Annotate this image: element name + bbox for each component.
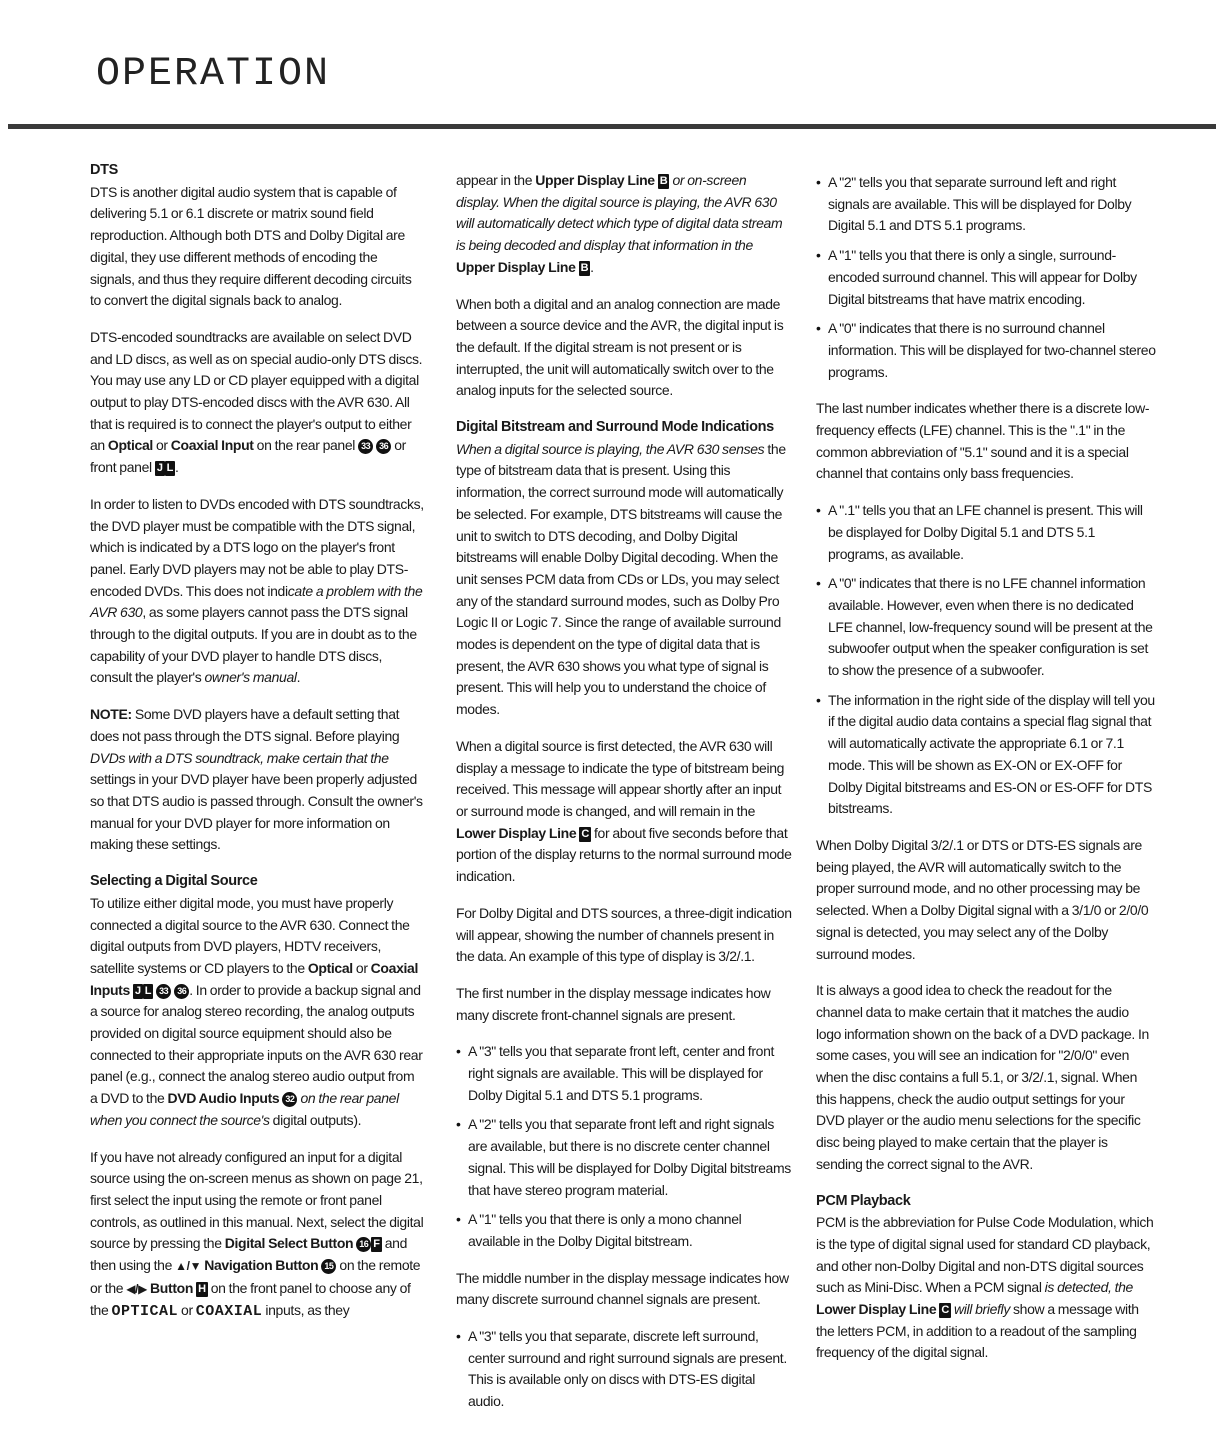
button-label: Button [150,1279,194,1296]
callout-33-icon: 33 [156,984,171,999]
column-3 [816,172,1156,1379]
text: If you have not already configured an input for a digital source using the on-screen menus as shown on page 21, first select the input using the remote or front panel controls, as outlined in this manual. Next, select the digital source by pressing the [90,1148,424,1252]
bitstream-paragraph-2 [456,736,792,888]
upper-display-line-label: Upper Display Line [535,172,655,188]
text: PCM is the abbreviation for Pulse Code Modulation, which is the type of digital signal used for standard CD playback, and other non-Dolby Digital and non-DTS digital sources such as Mini-Disc. When a PCM signal [816,1214,1154,1296]
text: and then using the [90,1235,408,1274]
text: owner's manual [204,669,297,686]
dts-paragraph-2 [90,327,424,479]
callout-c-icon: C [941,1304,949,1317]
list-item: • A "2" tells you that separate surround left and right signals are available. This will be displayed for Dolby Digital 5.1 and DTS 5.1 programs. [816,172,1156,237]
text: the type of bitstream data that is present. Using this information, the correct surround mode will automatically be selected. For example, DTS bitstreams will cause the unit to switch to DTS decoding, and Dolby Digital bitstreams will enable Dolby Digital decoding. When the unit senses PCM data from CDs or LDs, you may select any of the standard surround modes, such as Dolby Pro Logic II or Logic 7. Since the range of available surround modes is dependent on the type of digital data that is present, the AVR 630 shows you what type of signal is present. This will help you to understand the choice of modes. [456,440,786,718]
list-item: • A ".1" tells you that an LFE channel is present. This will be displayed for Dolby Digital 5.1 and DTS 5.1 programs, as available. [816,500,1156,565]
surround-count-list [816,172,1156,383]
text: show a message with the letters PCM, in addition to a readout of the sampling frequency of the digital signal. [816,1301,1139,1361]
note-paragraph [90,704,424,856]
text: DTS-encoded soundtracks are available on select DVD and LD discs, as well as on special audio-only DTS discs. You may use any LD or CD player equipped with a digital output to play DTS-encoded discs with the AVR 630. All that is required is to connect the player's output to either an [90,328,423,454]
digital-default-paragraph: When both a digital and an analog connection are made between a source device and the AVR, the digital input is the default. If the digital stream is not present or is interrupted, the unit will automatically switch over to the analog inputs for the selected source. [456,295,784,399]
text: or [152,437,171,454]
callout-j-icon: J [156,462,163,475]
text: inputs, as they [262,1302,350,1319]
optical-label: Optical [307,959,353,976]
text: or [177,1302,196,1319]
lfe-paragraph: The last number indicates whether there is a discrete low-frequency effects (LFE) channel. This is the ".1" in the common abbreviation of "5.1" sound and it is a special channel that contains only bass frequencies. [816,400,1150,482]
callout-36-icon: 36 [174,984,189,999]
text: digital outputs). [269,1111,362,1128]
callout-c-icon: C [581,827,589,840]
upper-display-line-label: Upper Display Line [456,258,576,275]
text: . [296,669,301,686]
text: or on-screen display. When the digital source is playing, the AVR 630 will automatically detect which type of digital data stream is being decoded and display that information in the [456,172,783,254]
list-item: • A "3" tells you that separate, discrete left surround, center surround and right surround signals are present. This is available only on discs with DTS-ES digital audio. [456,1326,792,1413]
text: . In order to provide a backup signal and a source for analog stereo recording, the analog outputs provided on digital source equipment should also be connected to their appropriate inputs on the AVR 630 rear panel (e.g., connect the analog stereo audio output from a DVD to the [90,981,423,1107]
check-readout-paragraph: It is always a good idea to check the readout for the channel data to make certain that it matches the audio logo information shown on the back of a DVD package. In some cases, you will see an indication for "2/0/0" even when the disc contains a full 5.1, or 3/2/.1, signal. When this happens, check the audio output settings for your DVD player or the audio menu selections for the specific disc being played to make certain that the player is sending the correct signal to the AVR. [816,982,1149,1172]
dts-paragraph-3 [90,494,424,689]
text: on the front panel to choose any of the [90,1279,411,1319]
pcm-playback-heading: PCM Playback [816,1192,911,1209]
callout-l-icon: L [166,462,174,475]
callout-32-icon: 32 [282,1092,297,1107]
callout-l-icon: L [144,984,152,997]
text: on the remote or the [90,1257,421,1296]
column-2 [456,170,792,1428]
text: will briefly [950,1301,1010,1318]
surround-channel-list [456,1326,792,1413]
selecting-paragraph-2 [90,1147,424,1324]
text: In order to listen to DVDs encoded with DTS soundtracks, the DVD player must be compatible with the DTS signal, which is indicated by a DTS logo on the player's front panel. Early DVD players may not be able to play DTS-encoded DVDs. This does not indi [90,495,424,599]
text: DVDs with a DTS soundtrack, make certain that the [90,749,389,766]
upper-display-paragraph [456,170,792,279]
bitstream-paragraph-5: The middle number in the display message indicates how many discrete surround channel signals are present. [456,1269,789,1308]
text: or [352,959,371,976]
coaxial-display-text: COAXIAL [195,1303,263,1321]
callout-15-icon: 15 [321,1259,336,1274]
header-rule [8,124,1216,129]
bitstream-paragraph-4: The first number in the display message indicates how many discrete front-channel signals are present. [456,984,771,1023]
note-label: NOTE: [90,706,132,723]
pcm-paragraph [816,1212,1156,1364]
text: . [175,459,179,476]
dts-heading: DTS [90,162,118,178]
callout-h-icon: H [198,1282,206,1295]
text: settings in your DVD player have been properly adjusted so that DTS audio is passed through. Consult the owner's manual for your DVD player for more information on making these settings. [90,771,423,853]
auto-switch-paragraph: When Dolby Digital 3/2/.1 or DTS or DTS-ES signals are being played, the AVR will automatically switch to the proper surround mode, and no other processing may be selected. When a Dolby Digital signal with a 3/1/0 or 2/0/0 signal is detected, you may select any of the Dolby surround modes. [816,836,1149,962]
text: , as some players cannot pass the DTS signal through to the digital outputs. If you are in doubt as to the capability of your DVD player to handle DTS discs, consult the player's [90,604,417,686]
callout-36-icon: 36 [376,439,391,454]
callout-b-icon: B [659,175,668,187]
text: on the rear panel [253,437,359,454]
list-item: • The information in the right side of the display will tell you if the digital audio data contains a special flag signal that will automatically activate the appropriate 6.1 or 7.1 mode. This will be shown as EX-ON or EX-OFF for Dolby Digital bitstreams and ES-ON or ES-OFF for DTS bitstreams. [816,690,1156,820]
callout-j-icon: J [134,984,141,997]
dts-paragraph-1: DTS is another digital audio system that is capable of delivering 5.1 or 6.1 discrete or matrix sound field reproduction. Although both DTS and Dolby Digital are digital, they use different methods of encoding the signals, and thus they require different decoding circuits to convert the digital signals back to analog. [90,183,412,309]
lfe-list [816,500,1156,820]
list-item: • A "3" tells you that separate front left, center and front right signals are available. This will be displayed for Dolby Digital 5.1 and DTS 5.1 programs. [456,1041,792,1106]
text: cate a problem with the AVR 630 [90,582,423,621]
list-item: • A "1" tells you that there is only a single, surround-encoded surround channel. This will appear for Dolby Digital bitstreams that have matrix encoding. [816,245,1156,310]
lower-display-line-label: Lower Display Line [816,1301,937,1318]
front-channel-list [456,1041,792,1252]
text: appear in the [456,172,536,188]
bitstream-heading: Digital Bitstream and Surround Mode Indications [456,419,774,436]
page-title: OPERATION [96,52,331,97]
dvd-audio-inputs-label: DVD Audio Inputs [167,1090,280,1107]
optical-display-text: OPTICAL [111,1303,178,1321]
list-item: • A "1" tells you that there is only a mono channel available in the Dolby Digital bitstream. [456,1209,792,1252]
text: When a digital source is playing, the AVR 630 senses [456,440,765,457]
selecting-paragraph-1 [90,893,424,1132]
list-item: • A "0" indicates that there is no LFE channel information available. However, even when there is no dedicated LFE channel, low-frequency sound will be present at the subwoofer output when the speaker configuration is set to show the presence of a subwoofer. [816,573,1156,682]
text: for about five seconds before that portion of the display returns to the normal surround mode indication. [456,824,792,885]
coaxial-inputs-label: Coaxial Inputs [90,959,419,998]
bitstream-paragraph-3: For Dolby Digital and DTS sources, a three-digit indication will appear, showing the number of channels present in the data. An example of this type of display is 3/2/.1. [456,904,792,965]
selecting-digital-source-heading: Selecting a Digital Source [90,873,258,890]
up-down-arrow-icon: ▲/▼ [175,1259,202,1274]
text: To utilize either digital mode, you must have properly connected a digital source to the AVR 630. Connect the digital outputs from DVD players, HDTV receivers, satellite systems or CD players to the [90,894,410,976]
callout-33-icon: 33 [358,439,373,454]
callout-f-icon: F [373,1238,380,1251]
navigation-button-label: Navigation Button [204,1257,319,1274]
lower-display-line-label: Lower Display Line [456,824,577,841]
list-item: • A "0" indicates that there is no surround channel information. This will be displayed for two-channel stereo programs. [816,318,1156,383]
text: or front panel [90,437,406,476]
text: is detected, the [1044,1279,1133,1296]
digital-select-button-label: Digital Select Button [224,1235,354,1252]
list-item: • A "2" tells you that separate front left and right signals are available, but there is no discrete center channel signal. This will be displayed for Dolby Digital bitstreams that have stereo program material. [456,1114,792,1201]
left-right-arrow-icon: ◀/▶ [126,1281,147,1296]
text: When a digital source is first detected, the AVR 630 will display a message to indicate the type of bitstream being received. This message will appear shortly after an input or surround mode is changed, and will remain in the [456,737,785,819]
text: on the rear panel when you connect the source's [90,1090,399,1128]
text: . [590,258,594,275]
optical-label: Optical [107,437,153,454]
callout-b-icon: B [580,261,589,274]
column-1 [90,160,424,1338]
text: Some DVD players have a default setting that does not pass through the DTS signal. Before playing [90,706,400,744]
bitstream-paragraph-1 [456,439,792,721]
coaxial-input-label: Coaxial Input [170,437,254,454]
callout-16-icon: 16 [356,1237,371,1252]
